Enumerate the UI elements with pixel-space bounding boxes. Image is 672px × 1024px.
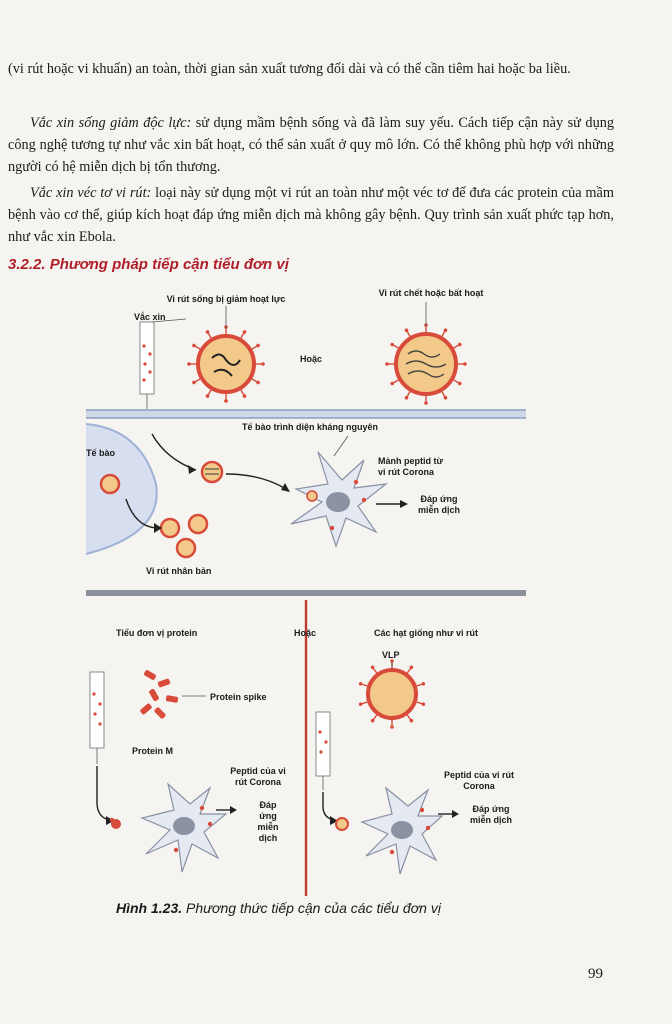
label-subunit-protein: Tiểu đơn vị protein bbox=[116, 628, 198, 638]
label-peptide-corona-1: Mảnh peptid từ bbox=[378, 456, 444, 466]
membrane-band bbox=[86, 410, 526, 418]
label-response-1: Đáp ứng bbox=[420, 494, 458, 504]
label-response-left-2: ứng bbox=[259, 811, 277, 821]
label-vlp-title: Các hạt giống như vi rút bbox=[374, 628, 479, 638]
section-heading: 3.2.2. Phương pháp tiếp cận tiểu đơn vị bbox=[8, 256, 289, 273]
caption-number: Hình 1.23. bbox=[116, 900, 183, 916]
label-or-top: Hoặc bbox=[300, 354, 323, 364]
label-inactivated: Vi rút chết hoặc bất hoạt bbox=[378, 288, 484, 298]
figure-caption bbox=[116, 900, 441, 916]
label-vlp: VLP bbox=[382, 650, 400, 660]
label-peptide-right-1: Peptid của vi rút bbox=[443, 770, 514, 780]
syringe-top bbox=[140, 322, 154, 409]
paragraph-1 bbox=[8, 58, 614, 80]
paragraph-1-text: (vi rút hoặc vi khuẩn) an toàn, thời gian sản xuất tương đối dài và có thể cần tiêm hai hoặc ba liều. bbox=[8, 61, 571, 77]
virus-like-particle bbox=[358, 659, 425, 729]
label-apc: Tế bào trình diện kháng nguyên bbox=[242, 422, 379, 432]
label-cell: Tế bào bbox=[86, 448, 116, 458]
page-number: 99 bbox=[588, 966, 603, 982]
paragraph-live-attenuated bbox=[8, 112, 614, 178]
syringe-bottom-right bbox=[316, 712, 330, 790]
label-live-attenuated: Vi rút sống bị giảm hoạt lực bbox=[166, 294, 286, 304]
label-peptide-right-2: Corona bbox=[463, 781, 495, 791]
paragraph-2-text: sử dụng mầm bệnh sống và đã làm suy yếu. Cách tiếp cận này sử dụng công nghệ tương tự như vắc xin bất hoạt, có thể sản xuất ở quy mô lớn. Có thể không phù hợp với những người có hệ miễn dịch bị tổn thương. bbox=[8, 115, 615, 175]
label-response-left-4: dịch bbox=[258, 833, 278, 843]
antigen-presenting-cell-top bbox=[291, 452, 386, 546]
host-cell-shape bbox=[86, 424, 157, 554]
paragraph-3-lead: Vắc xin véc tơ vi rút: bbox=[30, 185, 152, 201]
paragraph-2-lead: Vắc xin sống giảm độc lực: bbox=[30, 115, 192, 131]
section-band bbox=[86, 590, 526, 596]
caption-text: Phương thức tiếp cận của các tiểu đơn vị bbox=[182, 900, 441, 916]
antigen-presenting-cell-left bbox=[142, 784, 226, 872]
label-peptide-left-1: Peptid của vi bbox=[230, 766, 286, 776]
paragraph-viral-vector bbox=[8, 182, 614, 248]
figure-subunit-approach bbox=[86, 284, 526, 896]
vlp-small bbox=[336, 818, 348, 830]
label-response-left-1: Đáp bbox=[259, 800, 277, 810]
label-replicated: Vi rút nhân bản bbox=[146, 566, 212, 576]
label-response-2: miễn dịch bbox=[417, 505, 460, 515]
label-protein-spike: Protein spike bbox=[210, 692, 267, 702]
label-vaccine: Vắc xin bbox=[134, 312, 166, 322]
label-peptide-corona-2: vi rút Corona bbox=[378, 467, 435, 477]
inactivated-virus bbox=[385, 323, 467, 405]
syringe-bottom-left bbox=[90, 672, 104, 764]
antigen-presenting-cell-right bbox=[362, 788, 442, 874]
label-response-right-1: Đáp ứng bbox=[472, 804, 510, 814]
label-response-left-3: miễn bbox=[257, 822, 279, 832]
paragraph-3-text: loại này sử dụng một vi rút an toàn như một véc tơ để đưa các protein của mầm bệnh vào cơ thể, giúp kích hoạt đáp ứng miễn dịch mà không gây bệnh. Quy trình sản xuất phức tạp hơn, như vắc xin Ebola. bbox=[8, 185, 615, 245]
label-response-right-2: miễn dịch bbox=[469, 815, 512, 825]
protein-spike-cluster bbox=[139, 669, 178, 719]
label-peptide-left-2: rút Corona bbox=[235, 777, 281, 787]
attenuated-virus bbox=[187, 325, 265, 403]
label-or-mid: Hoặc bbox=[294, 628, 317, 638]
label-protein-m: Protein M bbox=[132, 746, 174, 756]
